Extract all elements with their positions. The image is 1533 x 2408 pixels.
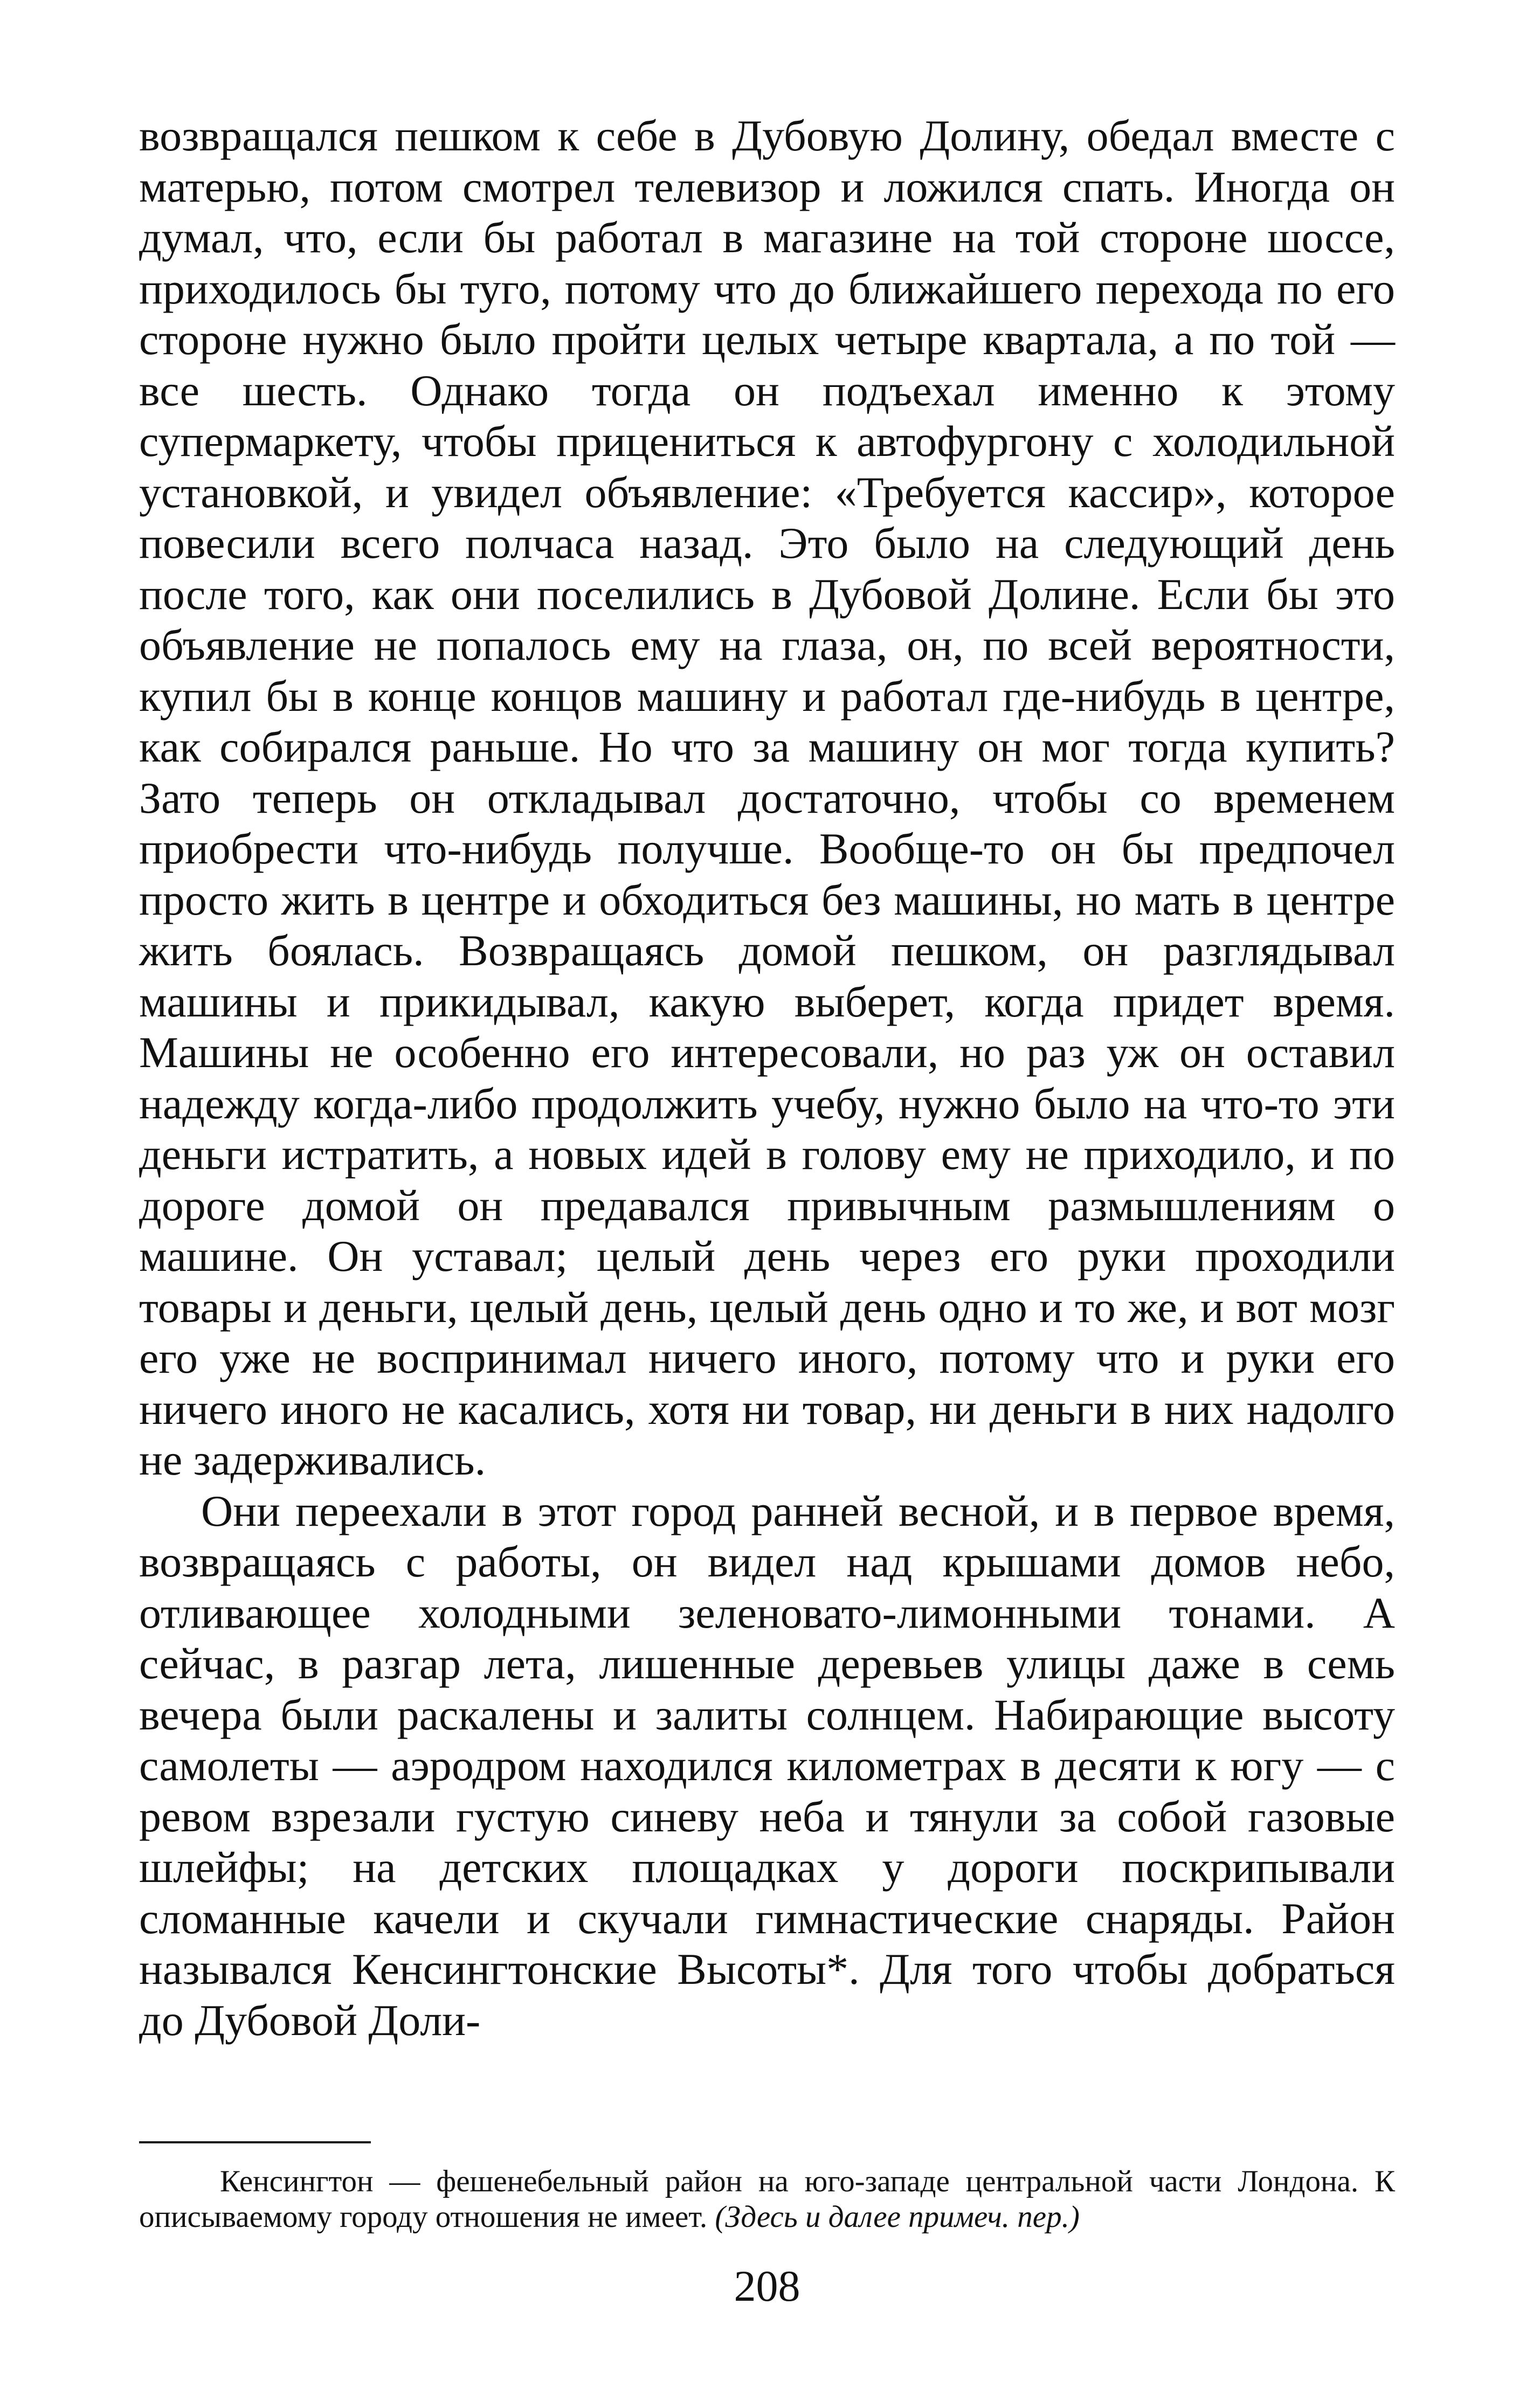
- book-page: [139, 110, 1395, 2320]
- footnote: [139, 2164, 1395, 2235]
- page-number: 208: [734, 2261, 800, 2310]
- paragraph-2: Они переехали в этот город ранней весной, и в первое время, возвращаясь с работы, он видел над крышами домов небо, отливающее холодными зеленовато-лимонными тонами. А сейчас, в разгар лета, лишенные деревьев улицы даже в семь вечера были раскалены и залиты солнцем. Набирающие высоту самолеты — аэродром находился километрах в десяти к югу — с ревом взрезали густую синеву неба и тянули за собой газовые шлейфы; на детских площадках у дороги поскрипывали сломанные качели и скучали гимнастические снаряды. Район назывался Кенсингтонские Высоты*. Для того чтобы добраться до Дубовой Доли-: [139, 1486, 1395, 2045]
- main-text: [139, 110, 1395, 2046]
- footnote-text: Кенсингтон — фешенебельный район на юго-западе центральной части Лондона. К описываемому городу отношения не имеет.: [139, 2164, 1395, 2234]
- footnote-note: (Здесь и далее примеч. пер.): [715, 2200, 1080, 2234]
- paragraph-1: возвращался пешком к себе в Дубовую Долину, обедал вместе с матерью, потом смотрел телевизор и ложился спать. Иногда он думал, что, если бы работал в магазине на той стороне шоссе, приходилось бы туго, потому что до ближайшего перехода по его стороне нужно было пройти целых четыре квартала, а по той — все шесть. Однако тогда он подъехал именно к этому супермаркету, чтобы прицениться к автофургону с холодильной установкой, и увидел объявление: «Требуется кассир», которое повесили всего полчаса назад. Это было на следующий день после того, как они поселились в Дубовой Долине. Если бы это объявление не попалось ему на глаза, он, по всей вероятности, купил бы в конце концов машину и работал где-нибудь в центре, как собирался раньше. Но что за машину он мог тогда купить? Зато теперь он откладывал достаточно, чтобы со временем приобрести что-нибудь получше. Вообще-то он бы предпочел просто жить в центре и обходиться без машины, но мать в центре жить боялась. Возвращаясь домой пешком, он разглядывал машины и прикидывал, какую выберет, когда придет время. Машины не особенно его интересовали, но раз уж он оставил надежду когда-либо продолжить учебу, нужно было на что-то эти деньги истратить, а новых идей в голову ему не приходило, и по дороге домой он предавался привычным размышлениям о машине. Он уставал; целый день через его руки проходили товары и деньги, целый день, целый день одно и то же, и вот мозг его уже не воспринимал ничего иного, потому что и руки его ничего иного не касались, хотя ни товар, ни деньги в них надолго не задерживались.: [139, 111, 1395, 1484]
- footnote-divider: [139, 2141, 371, 2143]
